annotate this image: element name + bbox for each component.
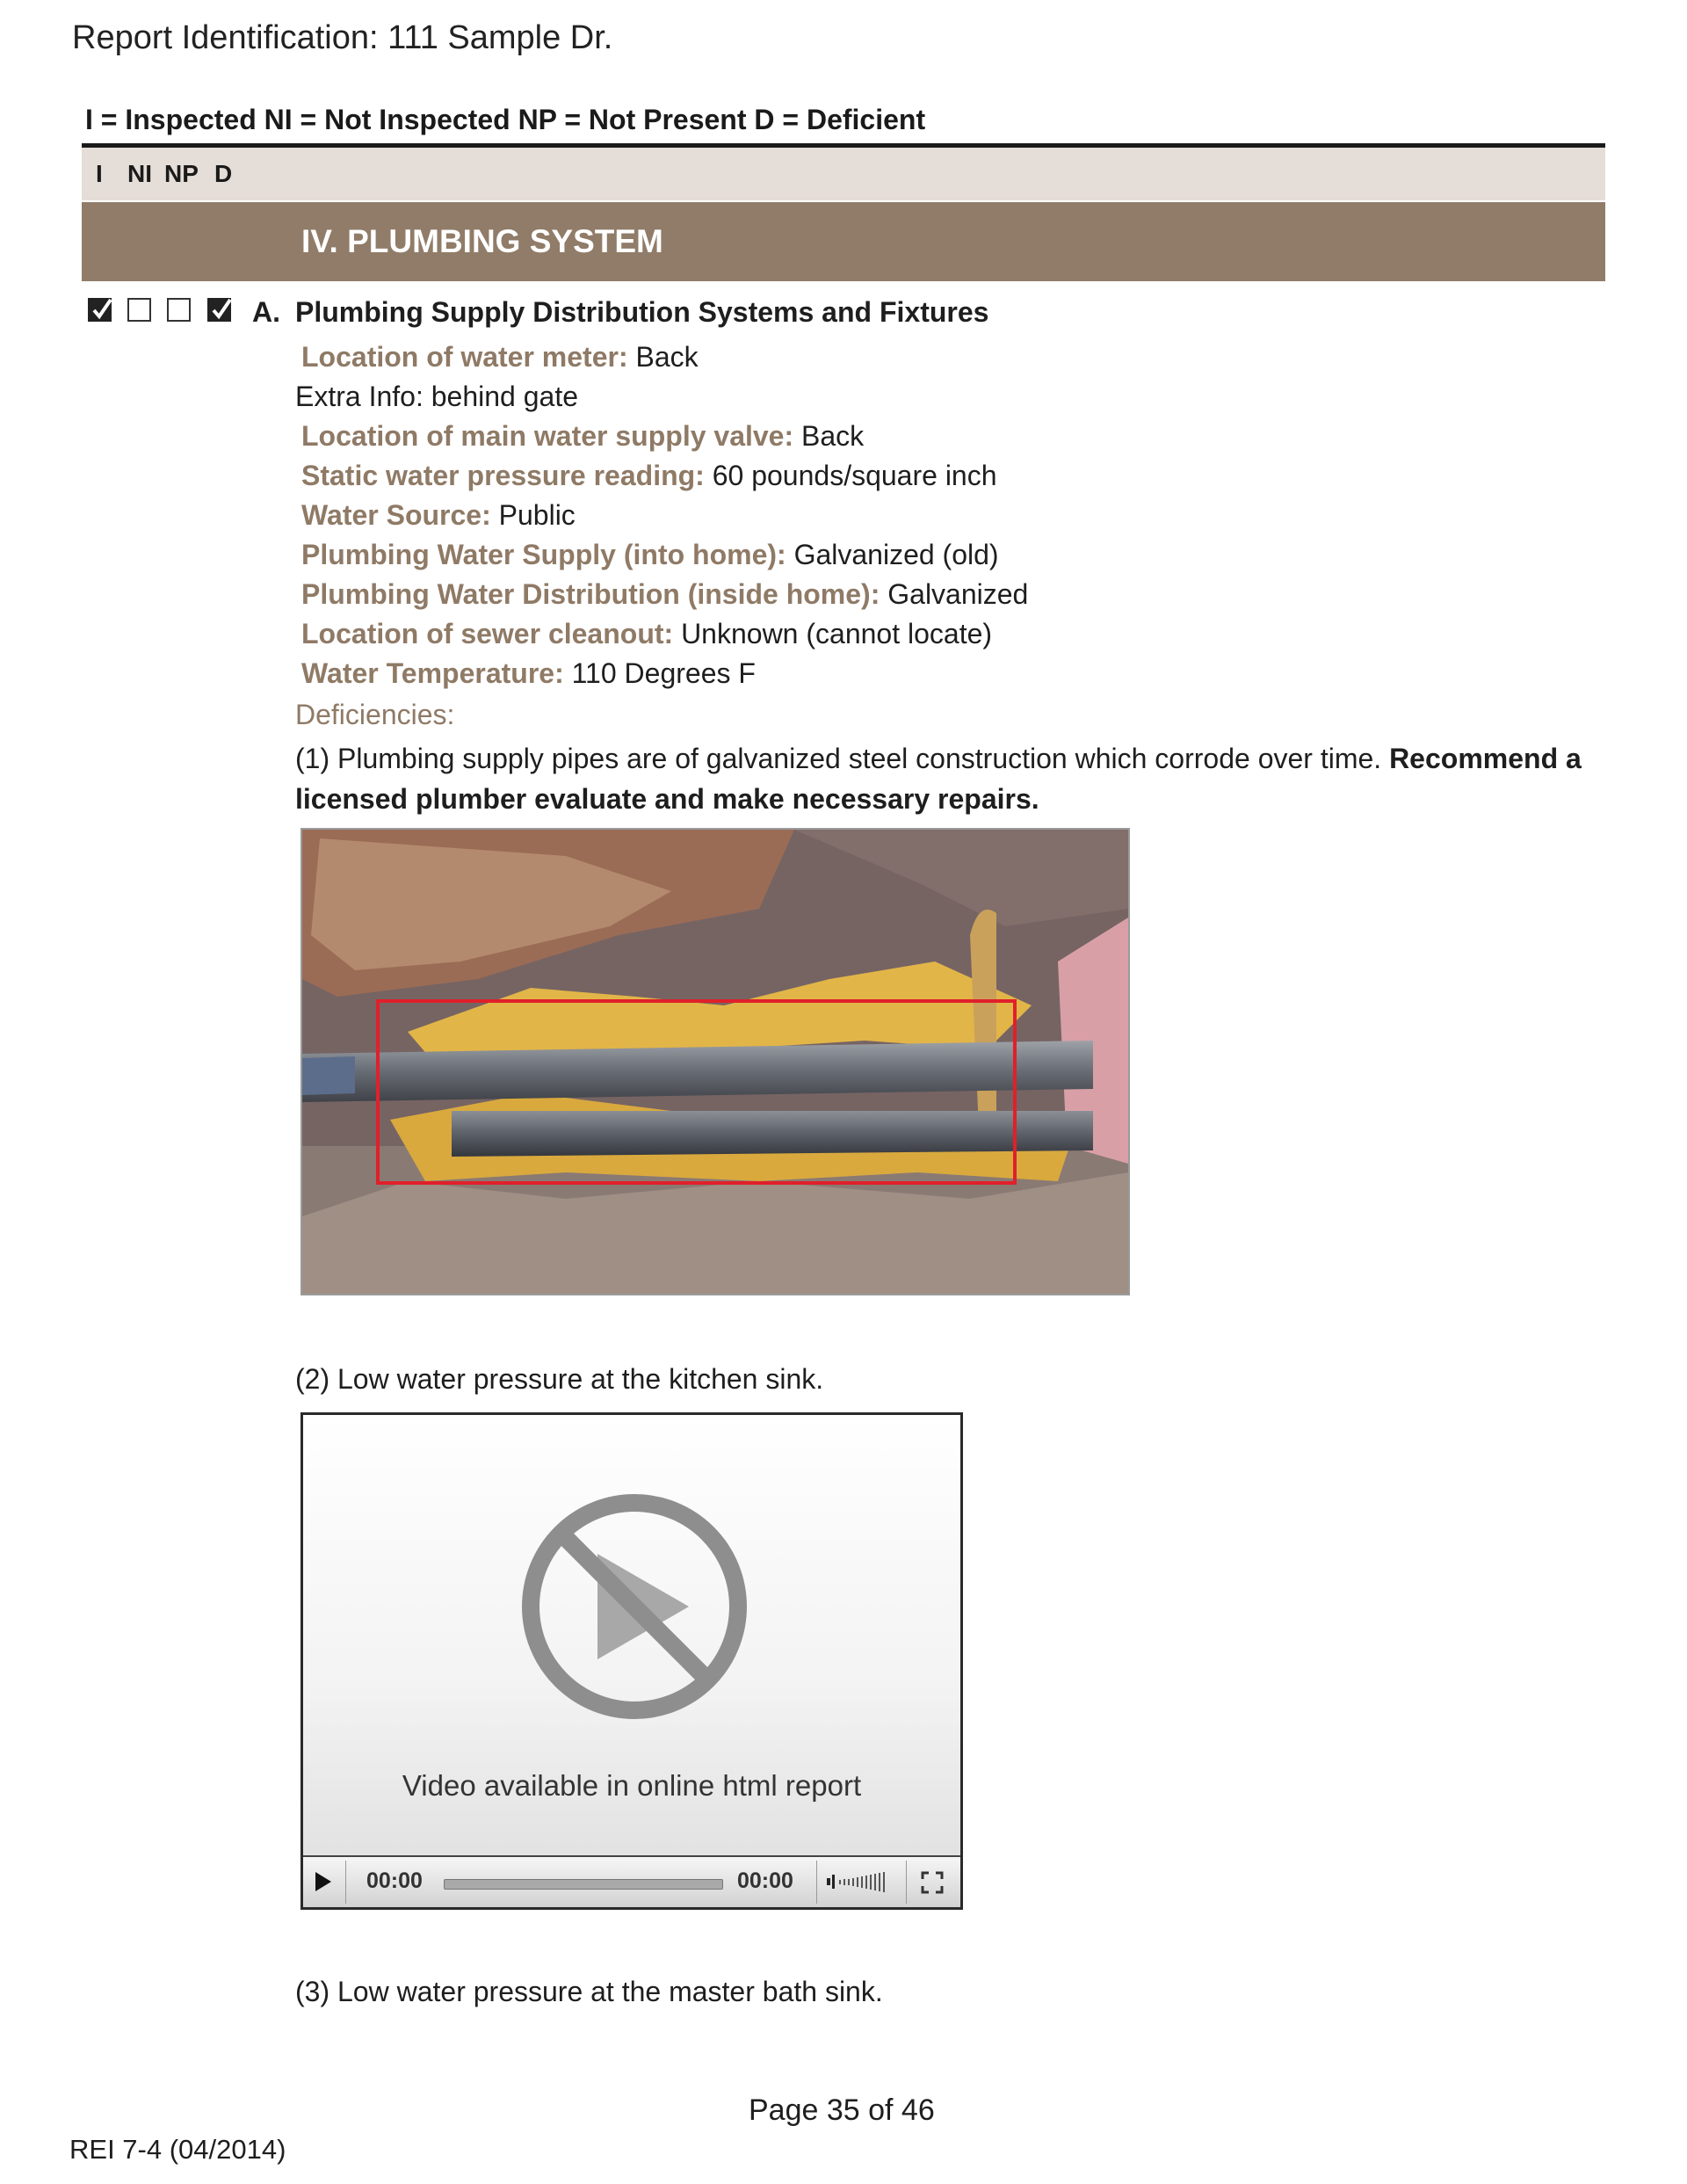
column-i: I bbox=[96, 160, 103, 187]
video-controls bbox=[303, 1855, 960, 1907]
checkbox-deficient[interactable] bbox=[207, 298, 231, 322]
field-water-distribution bbox=[295, 578, 1028, 611]
deficiency-3: (3) Low water pressure at the master bath sink. bbox=[295, 1976, 883, 2007]
checkmark-icon bbox=[91, 298, 113, 323]
deficiency-recommendation: Recommend a licensed plumber evaluate and make necessary repairs. bbox=[295, 743, 1582, 815]
column-np: NP bbox=[164, 160, 199, 187]
status-legend: I = Inspected NI = Not Inspected NP = Not Present D = Deficient bbox=[85, 104, 926, 135]
field-value: 110 Degrees F bbox=[563, 657, 756, 689]
field-water-source bbox=[295, 499, 576, 532]
field-label: Location of main water supply valve: bbox=[301, 420, 794, 452]
column-d: D bbox=[214, 160, 233, 187]
field-label: Plumbing Water Supply (into home): bbox=[301, 539, 786, 570]
form-identifier: REI 7-4 (04/2014) bbox=[69, 2134, 286, 2165]
seek-bar[interactable] bbox=[444, 1879, 723, 1890]
video-unavailable-message: Video available in online html report bbox=[402, 1769, 862, 1802]
field-water-meter-location bbox=[295, 341, 699, 374]
checkbox-inspected[interactable] bbox=[88, 298, 112, 322]
item-letter: A. bbox=[252, 296, 280, 328]
report-identification: Report Identification: 111 Sample Dr. bbox=[72, 19, 613, 56]
column-header-bar bbox=[82, 148, 1605, 200]
fullscreen-icon[interactable] bbox=[921, 1871, 944, 1894]
deficiency-1 bbox=[295, 738, 1596, 819]
section-header-bar bbox=[82, 202, 1605, 281]
field-main-valve-location bbox=[295, 420, 864, 453]
time-total: 00:00 bbox=[737, 1868, 793, 1893]
no-video-icon bbox=[520, 1492, 749, 1721]
section-title: IV. PLUMBING SYSTEM bbox=[301, 223, 663, 259]
extra-info: Extra Info: behind gate bbox=[295, 381, 578, 412]
field-sewer-cleanout bbox=[295, 618, 992, 650]
item-title: Plumbing Supply Distribution Systems and Fixtures bbox=[295, 296, 989, 328]
video-player[interactable] bbox=[300, 1412, 963, 1910]
deficiency-2: (2) Low water pressure at the kitchen sink. bbox=[295, 1363, 824, 1395]
column-ni: NI bbox=[127, 160, 152, 187]
field-value: Galvanized (old) bbox=[786, 539, 999, 570]
field-water-temperature bbox=[295, 657, 756, 690]
page-number: Page 35 of 46 bbox=[749, 2093, 935, 2127]
field-value: 60 pounds/square inch bbox=[704, 460, 997, 491]
field-value: Galvanized bbox=[880, 578, 1029, 610]
field-label: Location of sewer cleanout: bbox=[301, 618, 674, 649]
field-label: Water Temperature: bbox=[301, 657, 564, 689]
field-static-pressure bbox=[295, 460, 997, 492]
field-label: Location of water meter: bbox=[301, 341, 628, 373]
checkbox-not-present[interactable] bbox=[167, 298, 191, 322]
field-value: Back bbox=[627, 341, 699, 373]
field-value: Public bbox=[490, 499, 576, 531]
play-icon[interactable] bbox=[315, 1872, 331, 1891]
field-label: Static water pressure reading: bbox=[301, 460, 705, 491]
field-value: Back bbox=[793, 420, 865, 452]
field-water-supply bbox=[295, 539, 999, 571]
volume-icon[interactable] bbox=[827, 1871, 892, 1892]
field-label: Water Source: bbox=[301, 499, 491, 531]
deficiency-text: (1) Plumbing supply pipes are of galvanized steel construction which corrode over time. bbox=[295, 743, 1390, 774]
field-label: Plumbing Water Distribution (inside home): bbox=[301, 578, 880, 610]
checkmark-icon bbox=[210, 298, 233, 323]
deficiencies-label: Deficiencies: bbox=[295, 699, 455, 730]
field-value: Unknown (cannot locate) bbox=[673, 618, 993, 649]
pipes-photo bbox=[300, 828, 1130, 1295]
checkbox-not-inspected[interactable] bbox=[127, 298, 151, 322]
time-elapsed: 00:00 bbox=[366, 1868, 423, 1893]
